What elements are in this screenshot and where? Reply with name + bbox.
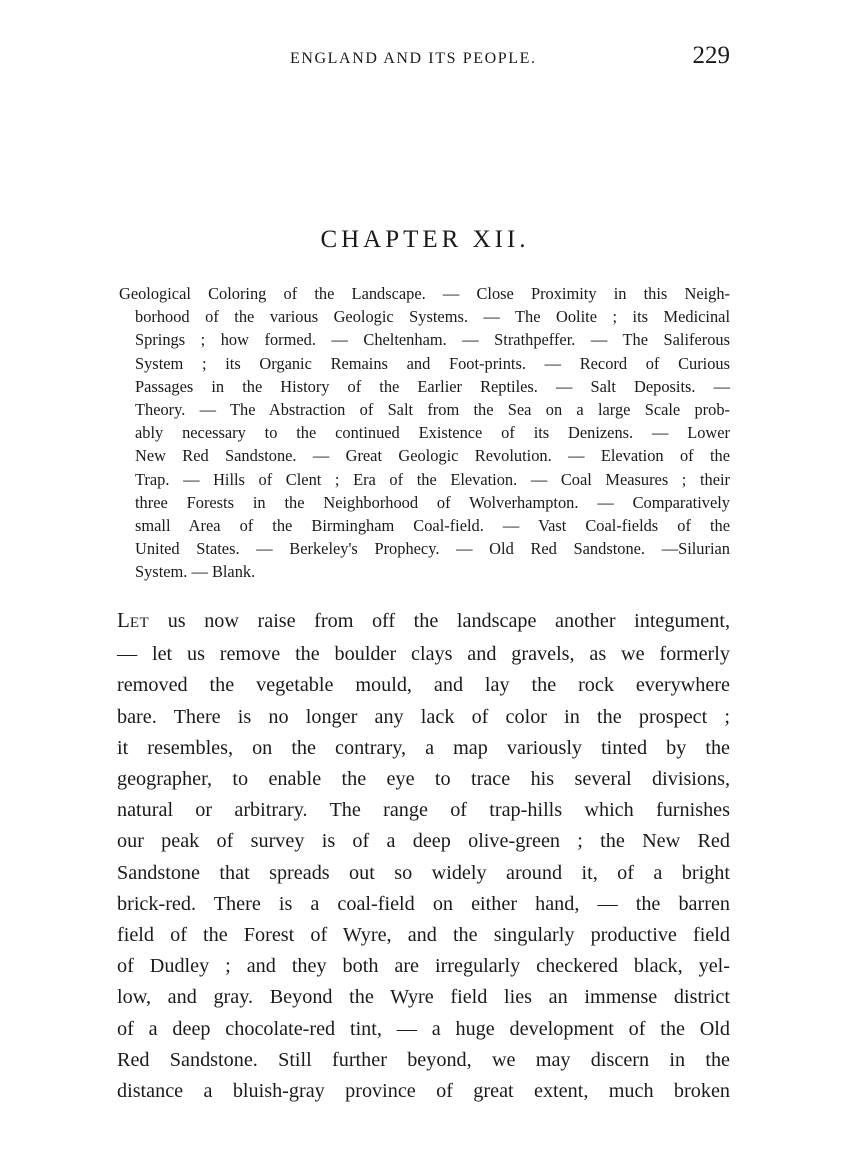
summary-line: New Red Sandstone. — Great Geologic Revolution. — Elevation of the: [135, 446, 730, 466]
body-line: low, and gray. Beyond the Wyre field lies an immense district: [117, 986, 730, 1009]
body-line: removed the vegetable mould, and lay the rock everywhere: [117, 674, 730, 697]
body-line: geographer, to enable the eye to trace his several divisions,: [117, 768, 730, 791]
body-line: it resembles, on the contrary, a map variously tinted by the: [117, 736, 730, 759]
body-paragraph: [117, 605, 730, 1107]
body-line: — let us remove the boulder clays and gravels, as we formerly: [117, 643, 730, 666]
body-line: distance a bluish-gray province of great extent, much broken: [117, 1080, 730, 1103]
body-line-first: [117, 605, 730, 639]
running-head: [120, 40, 730, 76]
body-line: bare. There is no longer any lack of color in the prospect ;: [117, 705, 730, 728]
summary-line: Geological Coloring of the Landscape. — Close Proximity in this Neigh-: [119, 284, 730, 303]
running-title: ENGLAND AND ITS PEOPLE.: [290, 50, 537, 67]
summary-line: Trap. — Hills of Clent ; Era of the Elevation. — Coal Measures ; their: [135, 469, 730, 489]
body-line: our peak of survey is of a deep olive-green ; the New Red: [117, 830, 730, 853]
summary-line: small Area of the Birmingham Coal-field. — Vast Coal-fields of the: [135, 516, 730, 536]
summary-line: Theory. — The Abstraction of Salt from the Sea on a large Scale prob-: [135, 400, 730, 420]
body-line: of Dudley ; and they both are irregularly checkered black, yel-: [117, 955, 730, 978]
body-line: field of the Forest of Wyre, and the singularly productive field: [117, 924, 730, 947]
dropcap-initial: L: [117, 608, 130, 632]
page-number: 229: [692, 42, 730, 69]
dropcap-smallcaps: ET: [129, 615, 150, 631]
body-line: Sandstone that spreads out so widely around it, of a bright: [117, 861, 730, 884]
summary-line: United States. — Berkeley's Prophecy. — Old Red Sandstone. —Silurian: [135, 539, 730, 559]
summary-line: Passages in the History of the Earlier Reptiles. — Salt Deposits. —: [135, 376, 730, 396]
chapter-summary: [119, 282, 730, 584]
body-line: of a deep chocolate-red tint, — a huge development of the Old: [117, 1017, 730, 1040]
first-line-text: us now raise from off the landscape another integument,: [149, 610, 730, 632]
summary-line: ably necessary to the continued Existence of its Denizens. — Lower: [135, 423, 730, 443]
body-line: Red Sandstone. Still further beyond, we may discern in the: [117, 1048, 730, 1071]
summary-line: Springs ; how formed. — Cheltenham. — Strathpeffer. — The Saliferous: [135, 330, 730, 350]
summary-line: three Forests in the Neighborhood of Wolverhampton. — Comparatively: [135, 492, 730, 512]
summary-line: borhood of the various Geologic Systems. — The Oolite ; its Medicinal: [135, 307, 730, 327]
body-line: natural or arbitrary. The range of trap-hills which furnishes: [117, 799, 730, 822]
summary-line: System. — Blank.: [135, 562, 256, 582]
chapter-heading: CHAPTER XII.: [320, 226, 530, 253]
body-line: brick-red. There is a coal-field on either hand, — the barren: [117, 892, 730, 915]
summary-line: System ; its Organic Remains and Foot-prints. — Record of Curious: [135, 353, 730, 373]
